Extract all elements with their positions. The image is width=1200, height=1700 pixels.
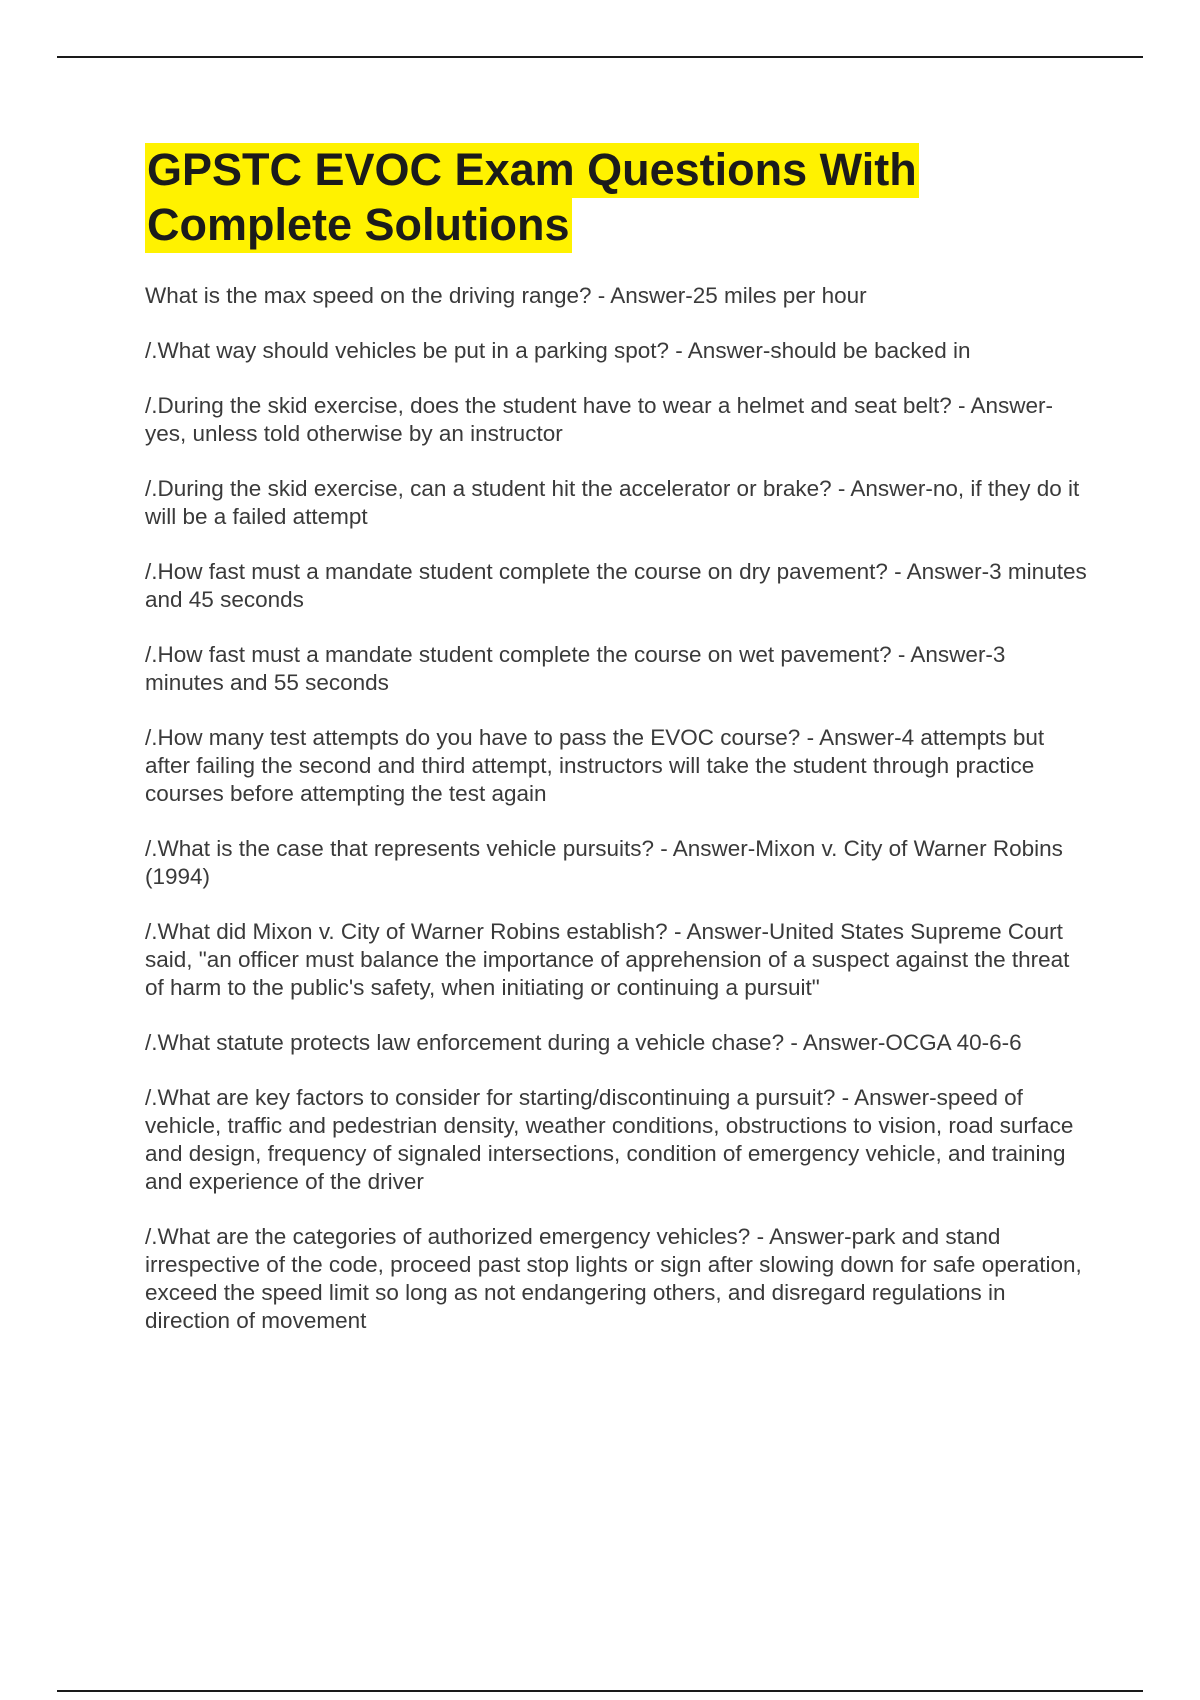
qa-item: /.What did Mixon v. City of Warner Robins establish? - Answer-United States Supreme Court said, "an officer must balance the importance of apprehension of a suspect against the threat of harm to the public's safety, when initiating or continuing a pursuit" — [145, 919, 1070, 1000]
qa-item: /.What are key factors to consider for starting/discontinuing a pursuit? - Answer-speed of vehicle, traffic and pedestrian density, weather conditions, obstructions to vision, road surface and design, frequency of signaled intersections, condition of emergency vehicle, and training and experience of the driver — [145, 1085, 1074, 1194]
qa-item: /.How fast must a mandate student complete the course on wet pavement? - Answer-3 minutes and 55 seconds — [145, 642, 1006, 695]
qa-item: /.What are the categories of authorized emergency vehicles? - Answer-park and stand irrespective of the code, proceed past stop lights or sign after slowing down for safe operation, exceed the speed limit so long as not endangering others, and disregard regulations in direction of movement — [145, 1224, 1082, 1333]
qa-item: /.What is the case that represents vehicle pursuits? - Answer-Mixon v. City of Warner Robins (1994) — [145, 836, 1063, 889]
header-rule — [57, 56, 1143, 58]
footer-rule — [57, 1690, 1143, 1692]
qa-item: /.What statute protects law enforcement during a vehicle chase? - Answer-OCGA 40-6-6 — [145, 1030, 1022, 1055]
title-highlight: GPSTC EVOC Exam Questions With Complete Solutions — [145, 143, 919, 253]
qa-item: /.During the skid exercise, does the student have to wear a helmet and seat belt? - Answer-yes, unless told otherwise by an instructor — [145, 393, 1053, 446]
qa-item: /.During the skid exercise, can a student hit the accelerator or brake? - Answer-no, if they do it will be a failed attempt — [145, 476, 1080, 529]
qa-item: /.How many test attempts do you have to pass the EVOC course? - Answer-4 attempts but after failing the second and third attempt, instructors will take the student through practice courses before attempting the test again — [145, 725, 1045, 806]
document-title — [145, 142, 1105, 252]
qa-list — [145, 282, 1090, 1362]
qa-item: /.How fast must a mandate student complete the course on dry pavement? - Answer-3 minutes and 45 seconds — [145, 559, 1087, 612]
qa-item: What is the max speed on the driving range? - Answer-25 miles per hour — [145, 283, 867, 308]
qa-item: /.What way should vehicles be put in a parking spot? - Answer-should be backed in — [145, 338, 971, 363]
